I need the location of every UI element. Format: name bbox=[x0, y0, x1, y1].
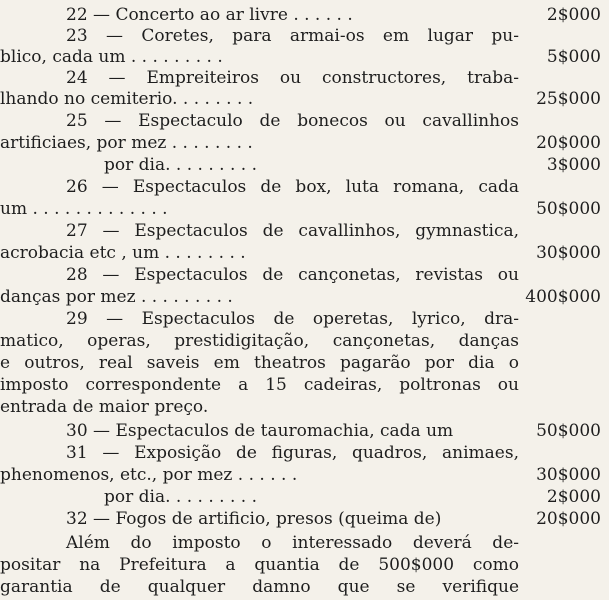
line-value: 5$000 bbox=[546, 47, 601, 67]
line-text: 22 — Concerto ao ar livre . . . . . . bbox=[66, 5, 353, 25]
text-line bbox=[0, 576, 609, 598]
line-text: entrada de maior preço. bbox=[0, 397, 209, 417]
line-text: imposto correspondente a 15 cadeiras, poltronas ou bbox=[0, 375, 519, 395]
text-line bbox=[0, 220, 609, 242]
text-line bbox=[0, 420, 609, 442]
text-line bbox=[0, 286, 609, 308]
line-text: blico, cada um . . . . . . . . . bbox=[0, 47, 223, 67]
text-line bbox=[0, 242, 609, 264]
line-text: por dia. . . . . . . . . bbox=[104, 155, 257, 175]
line-value: 2$000 bbox=[546, 5, 601, 25]
line-text: acrobacia etc , um . . . . . . . . bbox=[0, 243, 246, 263]
text-line bbox=[0, 508, 609, 530]
line-value: 50$000 bbox=[536, 199, 601, 219]
line-value: 2$000 bbox=[546, 487, 601, 507]
text-line bbox=[0, 110, 609, 132]
text-line bbox=[0, 46, 609, 68]
line-text: por dia. . . . . . . . . bbox=[104, 487, 257, 507]
text-line bbox=[0, 330, 609, 352]
line-text: phenomenos, etc., por mez . . . . . . bbox=[0, 465, 298, 485]
line-text: 23 — Coretes, para armai-os em lugar pu- bbox=[66, 26, 519, 46]
line-value: 400$000 bbox=[525, 287, 601, 307]
line-text: e outros, real saveis em theatros pagarão por dia o bbox=[0, 353, 519, 373]
line-value: 50$000 bbox=[536, 421, 601, 441]
line-text: 27 — Espectaculos de cavallinhos, gymnastica, bbox=[66, 221, 519, 241]
line-text: 28 — Espectaculos de cançonetas, revistas ou bbox=[66, 265, 519, 285]
text-line bbox=[0, 132, 609, 154]
line-text: 30 — Espectaculos de tauromachia, cada um bbox=[66, 421, 454, 441]
line-text: um . . . . . . . . . . . . . bbox=[0, 199, 168, 219]
line-value: 25$000 bbox=[536, 89, 601, 109]
line-text: 32 — Fogos de artificio, presos (queima de) bbox=[66, 509, 442, 529]
text-line bbox=[0, 352, 609, 374]
text-line bbox=[0, 464, 609, 486]
line-value: 30$000 bbox=[536, 243, 601, 263]
line-text: danças por mez . . . . . . . . . bbox=[0, 287, 233, 307]
line-text: 29 — Espectaculos de operetas, lyrico, dra- bbox=[66, 309, 519, 329]
text-line bbox=[0, 374, 609, 396]
line-value: 20$000 bbox=[536, 509, 601, 529]
text-line bbox=[0, 396, 609, 418]
line-text: lhando no cemiterio. . . . . . . . bbox=[0, 89, 254, 109]
text-line bbox=[0, 154, 609, 176]
line-text: 26 — Espectaculos de box, luta romana, cada bbox=[66, 177, 519, 197]
line-value: 20$000 bbox=[536, 133, 601, 153]
line-text: 31 — Exposição de figuras, quadros, animaes, bbox=[66, 443, 519, 463]
line-text: Além do imposto o interessado deverá de- bbox=[66, 533, 519, 553]
line-text: 25 — Espectaculo de bonecos ou cavallinhos bbox=[66, 111, 519, 131]
text-line bbox=[0, 198, 609, 220]
line-text: garantia de qualquer damno que se verifique bbox=[0, 577, 519, 597]
text-line bbox=[0, 486, 609, 508]
text-line bbox=[0, 264, 609, 286]
line-value: 3$000 bbox=[546, 155, 601, 175]
line-text: matico, operas, prestidigitação, cançonetas, danças bbox=[0, 331, 519, 351]
text-line bbox=[0, 532, 609, 554]
text-line bbox=[0, 554, 609, 576]
line-text: positar na Prefeitura a quantia de 500$000 como bbox=[0, 555, 519, 575]
text-line bbox=[0, 442, 609, 464]
text-line bbox=[0, 67, 609, 89]
line-value: 30$000 bbox=[536, 465, 601, 485]
line-text: artificiaes, por mez . . . . . . . . bbox=[0, 133, 253, 153]
text-line bbox=[0, 25, 609, 47]
text-line bbox=[0, 4, 609, 26]
text-line bbox=[0, 88, 609, 110]
text-line bbox=[0, 308, 609, 330]
text-line bbox=[0, 176, 609, 198]
line-text: 24 — Empreiteiros ou constructores, traba- bbox=[66, 68, 519, 88]
